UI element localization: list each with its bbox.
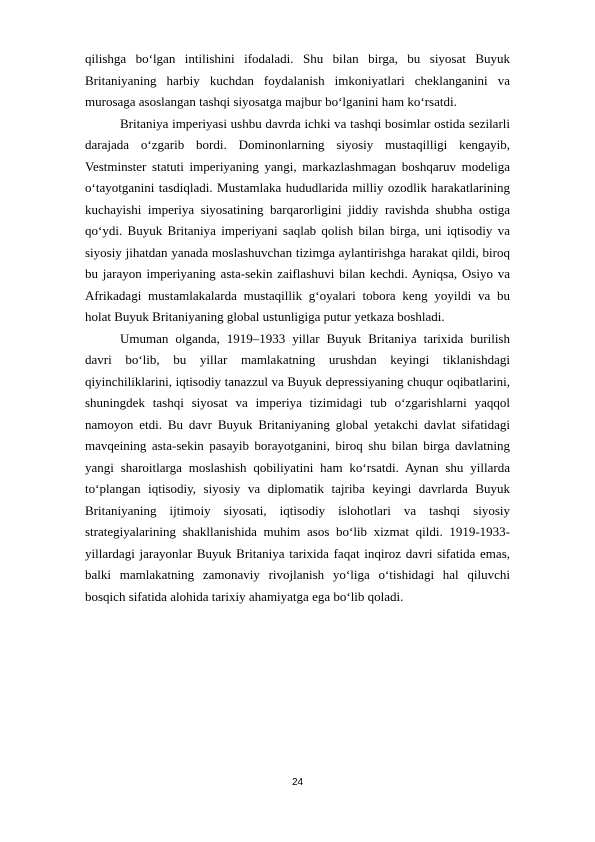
paragraph-continued: qilishga bo‘lgan intilishini ifodaladi. Shu bilan birga, bu siyosat Buyuk Britaniyaning harbiy kuchdan foydalanish imkoniyatlari cheklanganini va murosaga asoslangan tashqi siyosatga majbur bo‘lganini ham ko‘rsatdi. (85, 51, 510, 109)
paragraph-conclusion: Umuman olganda, 1919–1933 yillar Buyuk Britaniya tarixida burilish davri bo‘lib, bu yillar mamlakatning urushdan keyingi tiklanishdagi qiyinchiliklarini, iqtisodiy tanazzul va Buyuk depressiyaning chuqur oqibatlarini, shuningdek tashqi siyosat va imperiya tizimidagi tub o‘zgarishlarni yaqqol namoyon etdi. Bu davr Buyuk Britaniyaning global yetakchi davlat sifatidagi mavqeining asta-sekin pasayib borayotganini, biroq shu bilan birga davlatning yangi sharoitlarga moslashish qobiliyatini ham ko‘rsatdi. Aynan shu yillarda to‘plangan iqtisodiy, siyosiy va diplomatik tajriba keyingi davrlarda Buyuk Britaniyaning ijtimoiy siyosati, iqtisodiy islohotlari va tashqi siyosiy strategiyalarining shakllanishida muhim asos bo‘lib xizmat qildi. 1919-1933-yillardagi jarayonlar Buyuk Britaniya tarixida faqat inqiroz davri sifatida emas, balki mamlakatning zamonaviy rivojlanish yo‘liga o‘tishidagi hal qiluvchi bosqich sifatida alohida tarixiy ahamiyatga ega bo‘lib qoladi. (85, 330, 510, 604)
paragraph-empire-changes: Britaniya imperiyasi ushbu davrda ichki va tashqi bosimlar ostida sezilarli darajada o‘zgarib bordi. Dominonlarning siyosiy mustaqilligi kengayib, Vestminster statuti imperiyaning yangi, markazlashmagan boshqaruv modeliga o‘tayotganini tasdiqladi. Mustamlaka hududlarida milliy ozodlik harakatlarining kuchayishi imperiya siyosatining barqarorligini jiddiy ravishda shubha ostiga qo‘ydi. Buyuk Britaniya imperiyani saqlab qolish bilan birga, uni iqtisodiy va siyosiy jihatdan yanada moslashuvchan tizimga aylantirishga harakat qildi, biroq bu jarayon imperiyaning asta-sekin zaiflashuvi bilan kechdi. Ayniqsa, Osiyo va Afrikadagi mustamlakalarda mustaqillik g‘oyalari tobora keng yoyildi va bu holat Buyuk Britaniyaning global ustunligiga putur yetkaza boshladi. (85, 115, 510, 324)
document-body (85, 48, 510, 607)
page-number: 24 (291, 777, 304, 788)
